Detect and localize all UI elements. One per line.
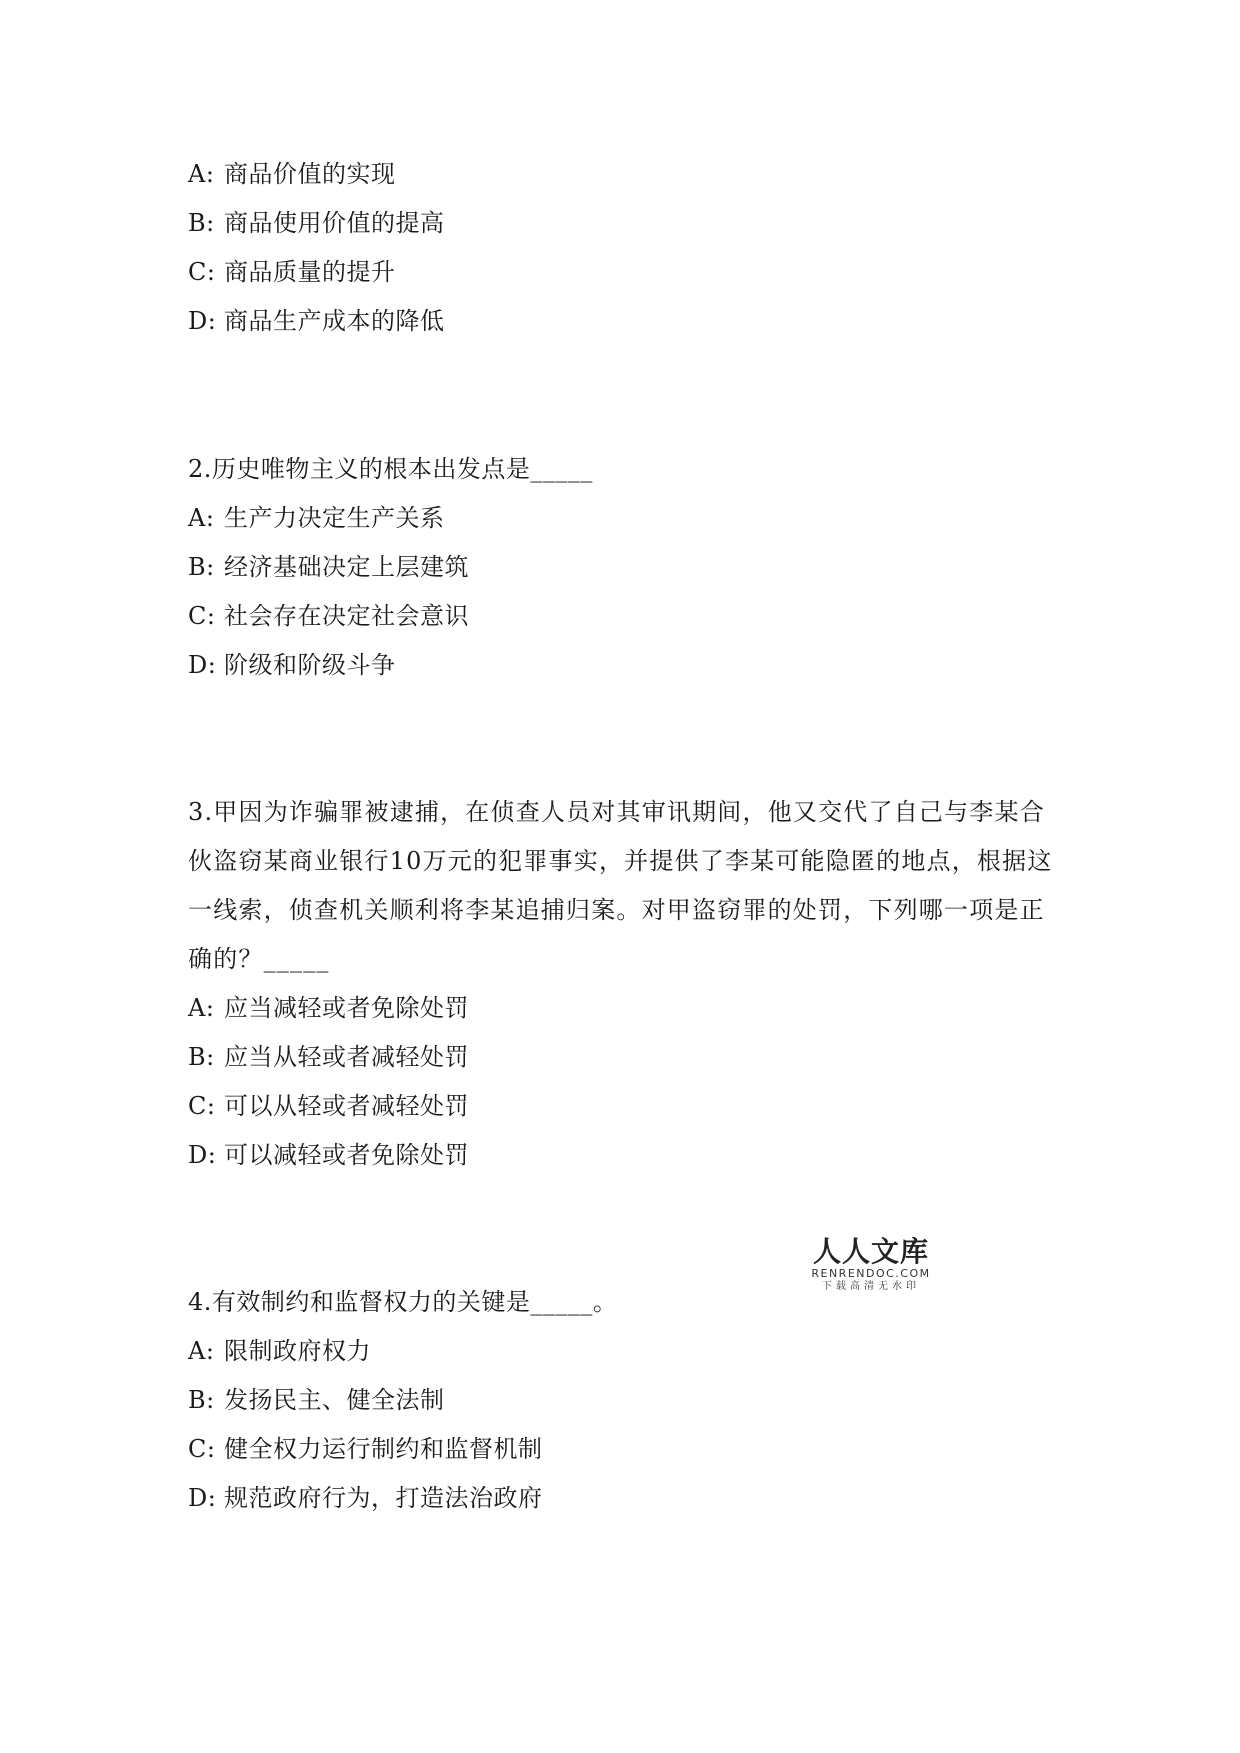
q1-option-a — [188, 160, 396, 188]
q3-stem-line: 确的？_____ — [188, 945, 330, 973]
option-letter: B: — [188, 1386, 215, 1414]
option-text: 应当从轻或者减轻处罚 — [224, 1043, 469, 1071]
q3-option-b — [188, 1043, 469, 1071]
watermark-domain: RENRENDOC.COM — [811, 1267, 931, 1280]
q3-option-c — [188, 1092, 469, 1120]
option-text: 限制政府权力 — [224, 1337, 371, 1365]
option-letter: C: — [188, 602, 216, 630]
q4-option-d — [188, 1484, 543, 1512]
option-letter: D: — [188, 307, 217, 335]
q1-option-c — [188, 258, 396, 286]
option-letter: C: — [188, 1092, 216, 1120]
option-letter: A: — [188, 1337, 215, 1365]
option-letter: D: — [188, 1141, 217, 1169]
q2-option-a — [188, 504, 445, 532]
q3-stem-line: 一线索，侦查机关顺利将李某追捕归案。对甲盗窃罪的处罚，下列哪一项是正 — [188, 896, 1045, 924]
option-text: 规范政府行为，打造法治政府 — [224, 1484, 543, 1512]
q2-option-b — [188, 553, 469, 581]
option-text: 商品使用价值的提高 — [224, 209, 445, 237]
option-letter: D: — [188, 1484, 217, 1512]
option-letter: C: — [188, 258, 216, 286]
option-letter: B: — [188, 209, 215, 237]
q3-option-d — [188, 1141, 469, 1169]
q2-option-c — [188, 602, 469, 630]
option-letter: B: — [188, 1043, 215, 1071]
option-text: 可以从轻或者减轻处罚 — [224, 1092, 469, 1120]
option-letter: C: — [188, 1435, 216, 1463]
option-letter: B: — [188, 553, 215, 581]
q3-option-a — [188, 994, 469, 1022]
option-text: 社会存在决定社会意识 — [224, 602, 469, 630]
option-text: 发扬民主、健全法制 — [224, 1386, 445, 1414]
q2-stem: 2.历史唯物主义的根本出发点是_____ — [188, 455, 593, 483]
q3-stem-line: 3.甲因为诈骗罪被逮捕，在侦查人员对其审讯期间，他又交代了自己与李某合 — [188, 798, 1045, 826]
renrendoc-watermark-logo — [806, 1237, 936, 1293]
q2-option-d — [188, 651, 396, 679]
option-text: 可以减轻或者免除处罚 — [224, 1141, 469, 1169]
option-letter: A: — [188, 994, 215, 1022]
q3-stem-line: 伙盗窃某商业银行10万元的犯罪事实，并提供了李某可能隐匿的地点，根据这 — [188, 847, 1053, 875]
q4-option-c — [188, 1435, 543, 1463]
option-text: 应当减轻或者免除处罚 — [224, 994, 469, 1022]
option-letter: A: — [188, 504, 215, 532]
option-letter: D: — [188, 651, 217, 679]
watermark-brand: 人人文库 — [812, 1235, 929, 1268]
option-text: 商品价值的实现 — [224, 160, 396, 188]
option-text: 阶级和阶级斗争 — [224, 651, 396, 679]
option-text: 生产力决定生产关系 — [224, 504, 445, 532]
watermark-tagline: 下载高清无水印 — [822, 1281, 920, 1292]
q1-option-b — [188, 209, 445, 237]
option-letter: A: — [188, 160, 215, 188]
q4-option-a — [188, 1337, 371, 1365]
option-text: 商品质量的提升 — [224, 258, 396, 286]
option-text: 经济基础决定上层建筑 — [224, 553, 469, 581]
option-text: 健全权力运行制约和监督机制 — [224, 1435, 543, 1463]
q1-option-d — [188, 307, 445, 335]
q4-stem: 4.有效制约和监督权力的关键是_____。 — [188, 1288, 618, 1316]
q4-option-b — [188, 1386, 445, 1414]
option-text: 商品生产成本的降低 — [224, 307, 445, 335]
